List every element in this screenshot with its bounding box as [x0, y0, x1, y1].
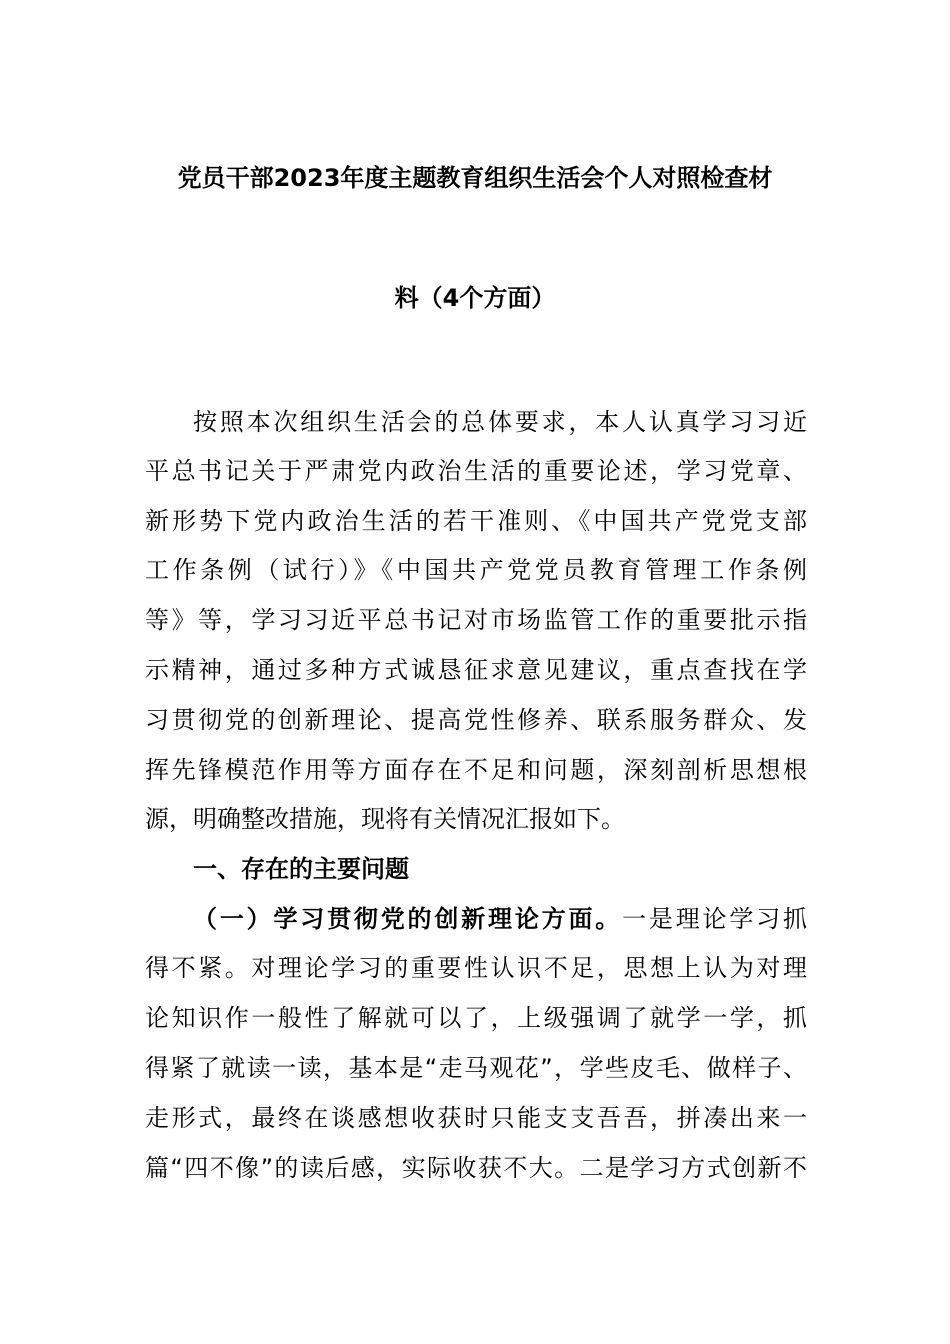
subsection-paragraph-line: 篇“四不像”的读后感，实际收获不大。二是学习方式创新不: [145, 1154, 807, 1182]
document-title-line-2: 料（4个方面）: [394, 284, 556, 312]
intro-paragraph-line: 新形势下党内政治生活的若干准则、《中国共产党党支部: [145, 507, 807, 535]
subsection-heading: （一）学习贯彻党的创新理论方面。: [193, 905, 623, 933]
subsection-first-line: [193, 899, 807, 939]
section-heading: 一、存在的主要问题: [193, 855, 409, 883]
intro-paragraph-line: 平总书记关于严肃党内政治生活的重要论述，学习党章、: [145, 457, 807, 485]
subsection-paragraph-line: 走形式，最终在谈感想收获时只能支支吾吾，拼凑出来一: [145, 1104, 807, 1132]
subsection-paragraph-line: 得不紧。对理论学习的重要性认识不足，思想上认为对理: [145, 954, 807, 982]
subsection-paragraph-line: 论知识作一般性了解就可以了，上级强调了就学一学，抓: [145, 1004, 807, 1032]
subsection-paragraph-line: 得紧了就读一读，基本是“走马观花”，学些皮毛、做样子、: [145, 1054, 807, 1082]
intro-paragraph-line: 挥先锋模范作用等方面存在不足和问题，深刻剖析思想根: [145, 756, 807, 784]
intro-paragraph-line: 示精神，通过多种方式诚恳征求意见建议，重点查找在学: [145, 656, 807, 684]
document-title-line-1: 党员干部2023年度主题教育组织生活会个人对照检查材: [177, 164, 773, 192]
intro-paragraph-line: 源，明确整改措施，现将有关情况汇报如下。: [145, 805, 625, 833]
intro-paragraph-line: 习贯彻党的创新理论、提高党性修养、联系服务群众、发: [145, 706, 807, 734]
intro-paragraph-line: 等》等，学习习近平总书记对市场监管工作的重要批示指: [145, 606, 807, 634]
intro-paragraph-line: 按照本次组织生活会的总体要求，本人认真学习习近: [193, 408, 807, 436]
subsection-text: 一是理论学习抓: [622, 905, 807, 933]
intro-paragraph-line: 工作条例（试行）》《中国共产党党员教育管理工作条例: [145, 556, 807, 584]
